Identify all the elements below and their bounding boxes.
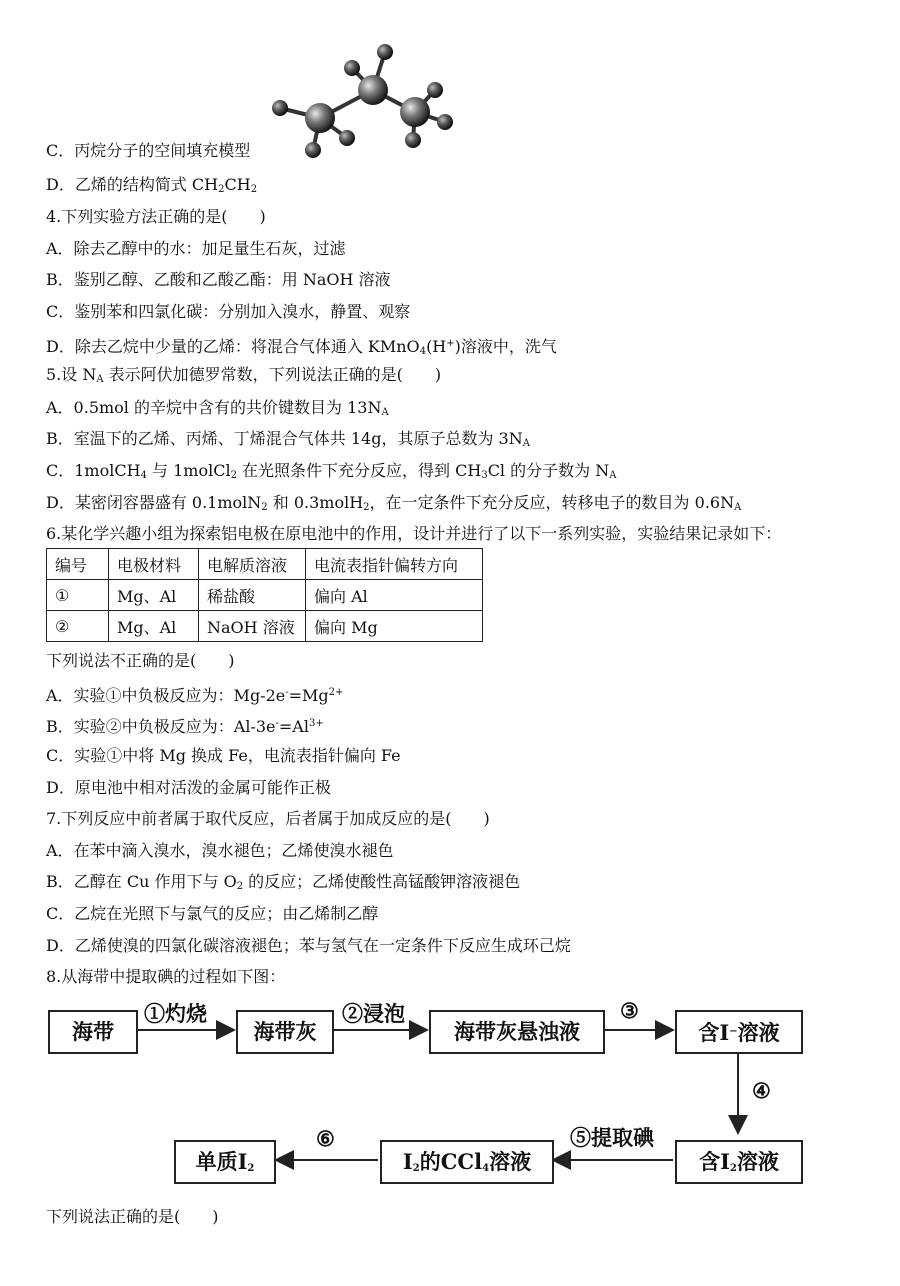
table-header-cell: 电流表指针偏转方向: [306, 549, 483, 580]
flow-box-elemental-iodine: 单质$I_2$: [174, 1140, 276, 1184]
q5-option-d: D．某密闭容器盛有 0.1molN$_2$ 和 0.3molH$_2$，在一定条件下充分反应，转移电子的数目为 $0.6N_A$: [46, 493, 742, 513]
q7-option-a: A．在苯中滴入溴水，溴水褪色；乙烯使溴水褪色: [46, 841, 394, 860]
flow-step-3: ③: [620, 998, 639, 1023]
propane-model-image: [255, 40, 495, 160]
q4-option-c: C．鉴别苯和四氯化碳：分别加入溴水，静置、观察: [46, 302, 411, 321]
q4-option-b: B．鉴别乙醇、乙酸和乙酸乙酯：用 NaOH 溶液: [46, 270, 391, 289]
q6-option-b: B．实验②中负极反应为：$Al-3e^-=Al^{3+}$: [46, 717, 324, 736]
table-cell: Mg、Al: [109, 580, 199, 611]
flow-step-2: ②浸泡: [342, 1001, 405, 1026]
q6-ask: 下列说法不正确的是( ): [46, 651, 235, 670]
flow-step-6: ⑥: [316, 1126, 335, 1151]
table-header-cell: 电极材料: [109, 549, 199, 580]
q4-option-a: A．除去乙醇中的水：加足量生石灰，过滤: [46, 239, 346, 258]
q5-option-b: B．室温下的乙烯、丙烯、丁烯混合气体共 14g，其原子总数为 $3N_A$: [46, 429, 530, 449]
flow-step-5: ⑤提取碘: [570, 1125, 654, 1150]
q6-stem: 6.某化学兴趣小组为探索铝电极在原电池中的作用，设计并进行了以下一系列实验，实验结果记录如下：: [46, 524, 782, 543]
table-header-cell: 编号: [47, 549, 109, 580]
iodine-extraction-flowchart: [40, 990, 860, 1190]
table-header-cell: 电解质溶液: [199, 549, 306, 580]
q7-option-b: B．乙醇在 Cu 作用下与 $O_2$ 的反应；乙烯使酸性高锰酸钾溶液褪色: [46, 872, 521, 892]
q7-option-d: D．乙烯使溴的四氯化碳溶液褪色；苯与氢气在一定条件下反应生成环己烷: [46, 936, 571, 955]
table-cell: NaOH 溶液: [199, 611, 306, 642]
q6-option-a: A．实验①中负极反应为：$Mg-2e^-=Mg^{2+}$: [46, 686, 344, 705]
table-cell: 稀盐酸: [199, 580, 306, 611]
q6-option-c: C．实验①中将 Mg 换成 Fe，电流表指针偏向 Fe: [46, 746, 401, 765]
table-row: [47, 611, 483, 642]
q6-experiment-table: [46, 548, 483, 642]
q7-option-c: C．乙烷在光照下与氯气的反应；由乙烯制乙醇: [46, 904, 379, 923]
flow-box-ccl4-solution: $I_2$的CCl$_4$溶液: [380, 1140, 554, 1184]
table-cell: 偏向 Al: [306, 580, 483, 611]
q3-option-d: D．乙烯的结构简式 $CH_2CH_2$: [46, 175, 258, 195]
table-cell: 偏向 Mg: [306, 611, 483, 642]
q3-option-c: C．丙烷分子的空间填充模型: [46, 141, 251, 160]
q5-stem: 5.设 $N_A$ 表示阿伏加德罗常数，下列说法正确的是( ): [46, 365, 442, 385]
flow-box-ash-suspension: 海带灰悬浊液: [429, 1010, 605, 1054]
table-header-row: [47, 549, 483, 580]
table-cell: ②: [47, 611, 109, 642]
flow-step-4: ④: [752, 1078, 771, 1103]
q8-ask: 下列说法正确的是( ): [46, 1207, 219, 1226]
q4-option-d: D．除去乙烷中少量的乙烯：将混合气体通入 KMnO$_4$(H+)溶液中，洗气: [46, 337, 557, 357]
table-row: [47, 580, 483, 611]
q5-option-c: C．1molCH$_4$ 与 1molCl$_2$ 在光照条件下充分反应，得到 $CH_3Cl$ 的分子数为 $N_A$: [46, 461, 617, 481]
q6-option-d: D．原电池中相对活泼的金属可能作正极: [46, 778, 331, 797]
flow-box-iodide-solution: 含I−溶液: [675, 1010, 803, 1054]
table-cell: ①: [47, 580, 109, 611]
flow-box-iodine-solution: 含$I_2$溶液: [675, 1140, 803, 1184]
q4-stem: 4.下列实验方法正确的是( ): [46, 207, 266, 226]
flow-box-kelp: 海带: [48, 1010, 138, 1054]
q7-stem: 7.下列反应中前者属于取代反应，后者属于加成反应的是( ): [46, 809, 490, 828]
q5-option-a: A．0.5mol 的辛烷中含有的共价键数目为 $13N_A$: [46, 398, 389, 418]
q8-stem: 8.从海带中提取碘的过程如下图：: [46, 967, 286, 986]
flow-step-1: ①灼烧: [144, 1001, 207, 1026]
flow-box-kelp-ash: 海带灰: [236, 1010, 334, 1054]
table-cell: Mg、Al: [109, 611, 199, 642]
